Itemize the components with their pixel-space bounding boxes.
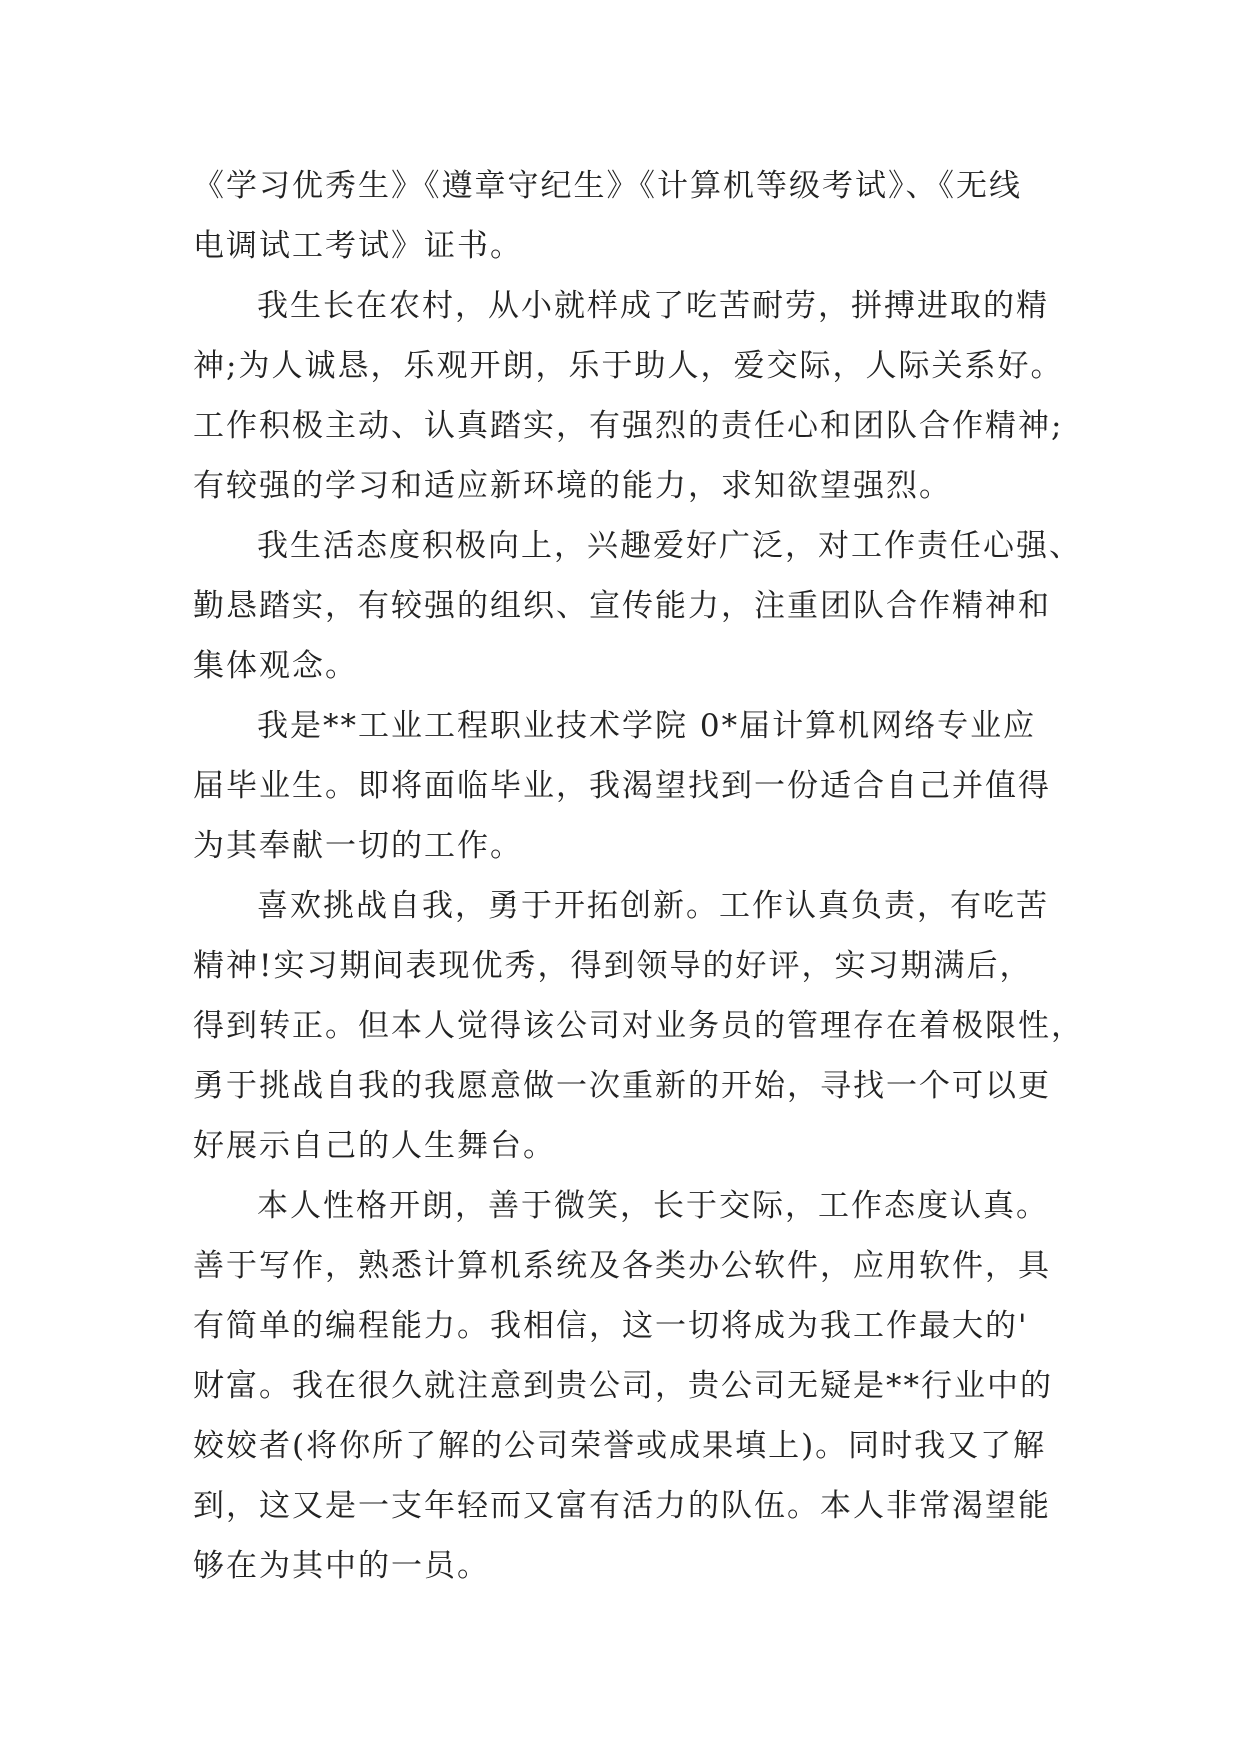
text-line: 工作积极主动、认真踏实，有强烈的责任心和团队合作精神;: [193, 408, 1064, 444]
text-line: 我生活态度积极向上，兴趣爱好广泛，对工作责任心强、: [257, 528, 1082, 564]
text-line: 精神!实习期间表现优秀，得到领导的好评，实习期满后，: [193, 948, 1033, 984]
text-line: 姣姣者(将你所了解的公司荣誉或成果填上)。同时我又了解: [193, 1428, 1047, 1464]
text-line: 本人性格开朗，善于微笑，长于交际，工作态度认真。: [257, 1188, 1049, 1224]
text-line: 好展示自己的人生舞台。: [193, 1128, 556, 1164]
document-body: [193, 156, 1093, 1596]
text-line: 电调试工考试》证书。: [193, 228, 523, 264]
paragraph-attitude: [193, 516, 1093, 696]
text-line: 为其奉献一切的工作。: [193, 828, 523, 864]
text-line: 我是**工业工程职业技术学院 0*届计算机网络专业应: [257, 708, 1037, 744]
paragraph-background: [193, 276, 1093, 516]
paragraph-personality: [193, 1176, 1093, 1596]
text-line: 《学习优秀生》《遵章守纪生》《计算机等级考试》、《无线: [193, 168, 1022, 204]
text-line: 勇于挑战自我的我愿意做一次重新的开始，寻找一个可以更: [193, 1068, 1051, 1104]
text-line: 到，这又是一支年轻而又富有活力的队伍。本人非常渴望能: [193, 1488, 1051, 1524]
text-line: 有较强的学习和适应新环境的能力，求知欲望强烈。: [193, 468, 952, 504]
text-line: 够在为其中的一员。: [193, 1548, 490, 1584]
text-line: 勤恳踏实，有较强的组织、宣传能力，注重团队合作精神和: [193, 588, 1051, 624]
text-line: 届毕业生。即将面临毕业，我渴望找到一份适合自己并值得: [193, 768, 1051, 804]
paragraph-certificates: [193, 156, 1093, 276]
paragraph-graduate: [193, 696, 1093, 876]
text-line: 有简单的编程能力。我相信，这一切将成为我工作最大的': [193, 1308, 1029, 1344]
text-line: 神;为人诚恳，乐观开朗，乐于助人，爱交际，人际关系好。: [193, 348, 1064, 384]
text-line: 喜欢挑战自我，勇于开拓创新。工作认真负责，有吃苦: [257, 888, 1049, 924]
text-line: 财富。我在很久就注意到贵公司，贵公司无疑是**行业中的: [193, 1368, 1053, 1404]
text-line: 善于写作，熟悉计算机系统及各类办公软件，应用软件，具: [193, 1248, 1051, 1284]
paragraph-challenge: [193, 876, 1093, 1176]
text-line: 我生长在农村，从小就样成了吃苦耐劳，拼搏进取的精: [257, 288, 1049, 324]
text-line: 得到转正。但本人觉得该公司对业务员的管理存在着极限性，: [193, 1008, 1084, 1044]
text-line: 集体观念。: [193, 648, 358, 684]
